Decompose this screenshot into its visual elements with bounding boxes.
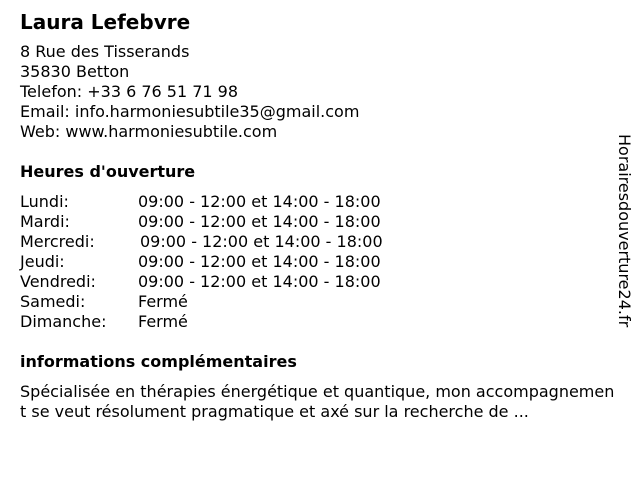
day-hours: 09:00 - 12:00 et 14:00 - 18:00 (138, 272, 381, 291)
business-name: Laura Lefebvre (20, 10, 191, 34)
address-line-2: 35830 Betton (20, 62, 130, 81)
additional-info-title: informations complémentaires (20, 352, 297, 371)
address-line-1: 8 Rue des Tisserands (20, 42, 190, 61)
hours-row-saturday (20, 292, 610, 312)
day-hours: 09:00 - 12:00 et 14:00 - 18:00 (138, 212, 381, 231)
day-hours: Fermé (138, 292, 188, 311)
hours-row-friday (20, 272, 610, 292)
day-label: Lundi: (20, 192, 69, 211)
email-line: Email: info.harmoniesubtile35@gmail.com (20, 102, 360, 121)
additional-info-text: Spécialisée en thérapies énergétique et quantique, mon accompagnement se veut résolument pragmatique et axé sur la recherche de ... (20, 382, 615, 421)
hours-row-sunday (20, 312, 610, 332)
day-label: Jeudi: (20, 252, 65, 271)
opening-hours-title: Heures d'ouverture (20, 162, 196, 181)
day-label: Samedi: (20, 292, 86, 311)
web-line: Web: www.harmoniesubtile.com (20, 122, 278, 141)
day-hours: 09:00 - 12:00 et 14:00 - 18:00 (140, 232, 383, 251)
day-label: Mercredi: (20, 232, 95, 251)
phone-line: Telefon: +33 6 76 51 71 98 (20, 82, 239, 101)
hours-row-monday (20, 192, 610, 212)
day-hours: 09:00 - 12:00 et 14:00 - 18:00 (138, 192, 381, 211)
day-label: Mardi: (20, 212, 70, 231)
day-hours: Fermé (138, 312, 188, 331)
day-label: Dimanche: (20, 312, 107, 331)
hours-row-wednesday (20, 232, 610, 252)
hours-row-tuesday (20, 212, 610, 232)
hours-row-thursday (20, 252, 610, 272)
site-watermark: Horairesdouverture24.fr (615, 134, 634, 328)
day-hours: 09:00 - 12:00 et 14:00 - 18:00 (138, 252, 381, 271)
business-card (20, 10, 615, 422)
day-label: Vendredi: (20, 272, 96, 291)
